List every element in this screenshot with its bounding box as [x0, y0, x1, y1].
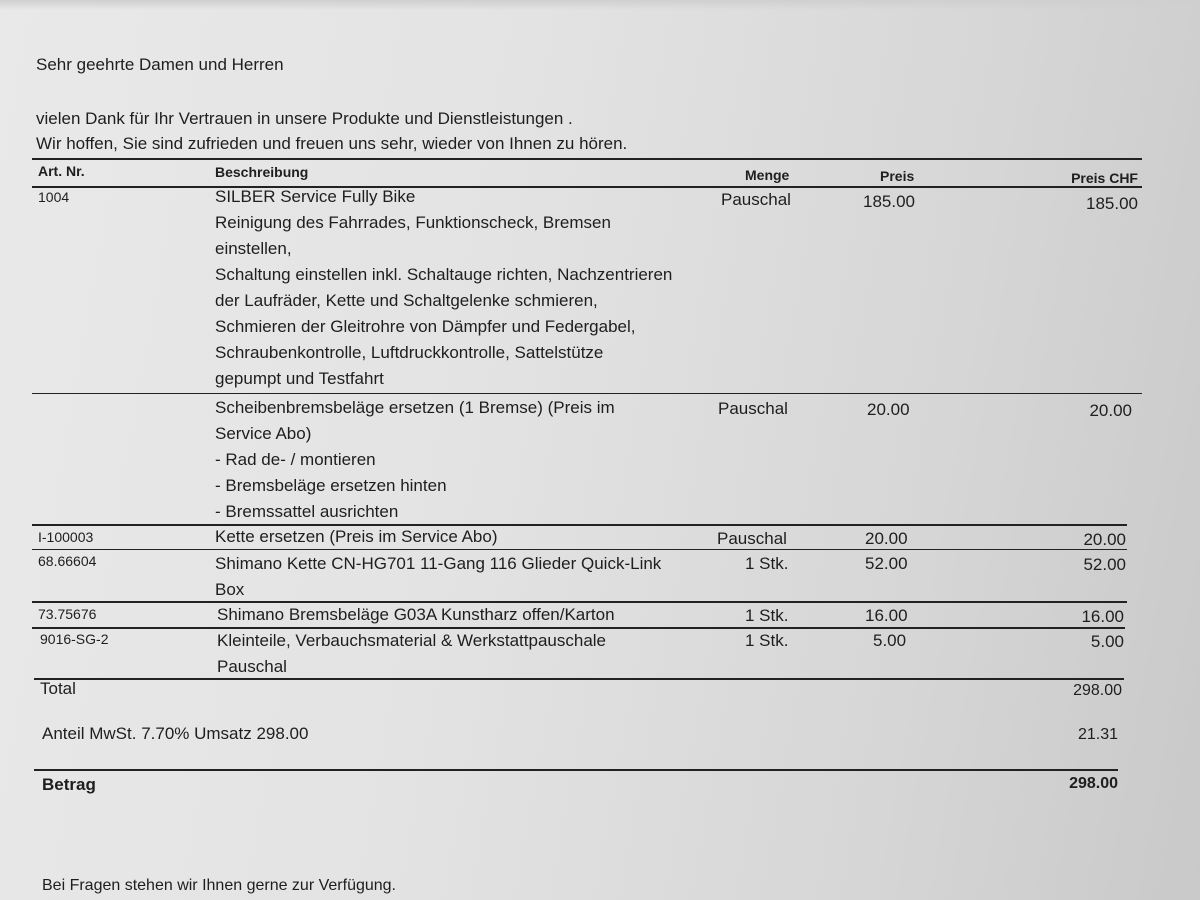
row-2-preis: 20.00: [867, 400, 910, 419]
row-1-menge: Pauschal: [721, 190, 791, 209]
row-1-desc-line: Schmieren der Gleitrohre von Dämpfer und Federgabel,: [215, 317, 636, 336]
col-header-preis: Preis: [880, 168, 915, 184]
row-4-art-nr: 68.66604: [38, 553, 97, 569]
header-top-rule: [32, 158, 1142, 160]
row-5-description: Shimano Bremsbeläge G03A Kunstharz offen/Karton: [217, 605, 615, 624]
row-divider: [32, 601, 1127, 603]
row-1-desc-line: einstellen,: [215, 239, 292, 258]
row-4-desc-line: Shimano Kette CN-HG701 11-Gang 116 Glieder Quick-Link: [215, 554, 662, 573]
row-1-desc-line: gepumpt und Testfahrt: [215, 369, 384, 388]
greeting: Sehr geehrte Damen und Herren: [36, 55, 284, 74]
row-4-preis: 52.00: [865, 554, 908, 573]
row-1-description: [215, 184, 672, 392]
total-rule: [34, 678, 1124, 680]
row-3-art-nr: I-100003: [38, 529, 94, 545]
amount-label: Betrag: [42, 775, 96, 794]
row-6-desc-line: Pauschal: [217, 657, 287, 676]
page-top-edge: [0, 0, 1200, 10]
row-3-preis-chf: 20.00: [1083, 530, 1126, 549]
row-3-menge: Pauschal: [717, 529, 787, 548]
row-6-description: [217, 628, 606, 680]
col-header-beschreibung: Beschreibung: [215, 164, 309, 180]
col-header-preis-chf: Preis CHF: [1071, 170, 1138, 186]
row-1-desc-line: SILBER Service Fully Bike: [215, 187, 416, 206]
row-divider: [32, 549, 1127, 550]
row-6-preis-chf: 5.00: [1090, 632, 1124, 651]
row-6-desc-line: Kleinteile, Verbauchsmaterial & Werkstattpauschale: [217, 631, 606, 650]
row-4-preis-chf: 52.00: [1083, 555, 1126, 574]
row-6-art-nr: 9016-SG-2: [40, 631, 109, 647]
row-2-desc-line: - Bremssattel ausrichten: [215, 502, 399, 521]
row-2-desc-line: - Bremsbeläge ersetzen hinten: [215, 476, 447, 495]
row-1-desc-line: Schraubenkontrolle, Luftdruckkontrolle, Sattelstütze: [215, 343, 604, 362]
row-divider: [32, 524, 1127, 526]
vat-label: Anteil MwSt. 7.70% Umsatz 298.00: [42, 724, 309, 743]
row-1-desc-line: der Laufräder, Kette und Schaltgelenke schmieren,: [215, 291, 598, 310]
row-4-description: [215, 551, 661, 603]
vat-value: 21.31: [1077, 726, 1118, 743]
row-5-art-nr: 73.75676: [38, 606, 97, 622]
closing-note: Bei Fragen stehen wir Ihnen gerne zur Verfügung.: [42, 877, 396, 894]
intro-line-2: Wir hoffen, Sie sind zufrieden und freuen uns sehr, wieder von Ihnen zu hören.: [36, 134, 628, 153]
row-2-desc-line: - Rad de- / montieren: [215, 450, 376, 469]
row-6-preis: 5.00: [873, 631, 907, 650]
row-1-art-nr: 1004: [38, 189, 70, 205]
row-2-description: [215, 395, 615, 525]
amount-value: 298.00: [1069, 775, 1118, 792]
row-4-menge: 1 Stk.: [745, 554, 789, 573]
row-1-desc-line: Schaltung einstellen inkl. Schaltauge richten, Nachzentrieren: [215, 265, 673, 284]
intro-line-1: vielen Dank für Ihr Vertrauen in unsere Produkte und Dienstleistungen .: [36, 109, 573, 128]
row-2-menge: Pauschal: [718, 399, 788, 418]
col-header-art-nr: Art. Nr.: [38, 163, 85, 179]
col-header-menge: Menge: [745, 167, 790, 183]
row-1-preis: 185.00: [863, 192, 915, 211]
row-5-preis-chf: 16.00: [1081, 607, 1124, 626]
total-label: Total: [40, 679, 76, 698]
row-6-menge: 1 Stk.: [745, 631, 789, 650]
row-5-preis: 16.00: [865, 606, 908, 625]
row-3-description: Kette ersetzen (Preis im Service Abo): [215, 527, 498, 546]
total-value: 298.00: [1073, 682, 1122, 699]
row-2-preis-chf: 20.00: [1089, 401, 1132, 420]
row-1-desc-line: Reinigung des Fahrrades, Funktionscheck, Bremsen: [215, 213, 611, 232]
row-2-desc-line: Scheibenbremsbeläge ersetzen (1 Bremse) (Preis im: [215, 398, 615, 417]
row-2-desc-line: Service Abo): [215, 424, 312, 443]
row-5-menge: 1 Stk.: [745, 606, 789, 625]
row-divider: [32, 393, 1142, 394]
row-4-desc-line: Box: [215, 580, 245, 599]
row-3-preis: 20.00: [865, 529, 908, 548]
row-1-preis-chf: 185.00: [1086, 194, 1138, 213]
amount-rule: [34, 769, 1118, 771]
